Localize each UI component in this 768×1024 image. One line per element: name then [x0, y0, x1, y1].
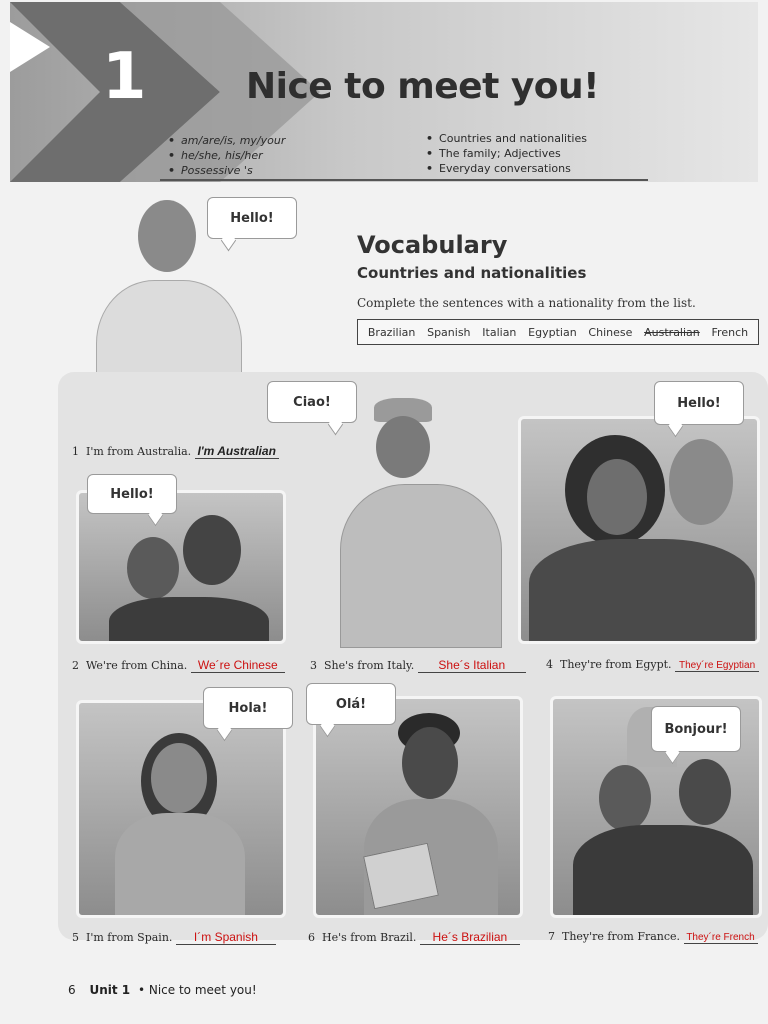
unit-title: Nice to meet you! — [246, 66, 600, 107]
item-number: 1 — [72, 445, 79, 458]
photo-brazilian-student — [313, 696, 523, 918]
page-number: 6 — [68, 983, 76, 997]
word-item: Spanish — [427, 325, 471, 339]
grammar-topics-list — [168, 133, 285, 178]
speech-bubble-4: Hello! — [654, 381, 744, 425]
person-body — [529, 539, 755, 644]
vocabulary-subheading: Countries and nationalities — [357, 264, 587, 282]
exercise-item-6 — [308, 930, 520, 945]
vocabulary-heading: Vocabulary — [357, 231, 508, 259]
vocab-topic: • The family; Adjectives — [426, 146, 587, 161]
person-head — [138, 200, 196, 272]
item-sentence: They're from France. — [562, 930, 681, 943]
word-item: Chinese — [588, 325, 633, 339]
exercise-item-2 — [72, 658, 285, 673]
page-footer — [68, 983, 257, 997]
exercise-item-5 — [72, 930, 276, 945]
photo-egyptian-friends — [518, 416, 760, 644]
exercise-item-3 — [310, 658, 526, 673]
person-body — [115, 813, 245, 918]
banner-divider — [160, 179, 648, 181]
item-number: 6 — [308, 931, 315, 944]
exercise-item-4 — [546, 658, 759, 672]
item-sentence: She's from Italy. — [324, 659, 415, 672]
photo-spanish-woman — [76, 700, 286, 918]
person-head — [402, 727, 458, 799]
footer-separator: • — [137, 983, 146, 997]
word-item-crossed-out: Australian — [644, 325, 700, 339]
grammar-topic: • he/she, his/her — [168, 148, 285, 163]
person-head — [151, 743, 207, 813]
speech-bubble-5: Hola! — [203, 687, 293, 729]
person-head — [127, 537, 179, 599]
speech-bubble-7: Bonjour! — [651, 706, 741, 752]
answer-blank[interactable]: She´s Italian — [418, 658, 526, 673]
person-body — [340, 484, 502, 648]
speech-bubble-3: Ciao! — [267, 381, 357, 423]
word-item: Egyptian — [528, 325, 577, 339]
unit-number: 1 — [102, 40, 147, 114]
person-head — [669, 439, 733, 525]
person-head — [376, 416, 430, 478]
answer-blank[interactable]: We´re Chinese — [191, 658, 285, 673]
item-number: 4 — [546, 658, 553, 671]
speech-bubble-2: Hello! — [87, 474, 177, 514]
exercise-item-7 — [548, 930, 758, 944]
item-number: 2 — [72, 659, 79, 672]
person-body — [573, 825, 753, 918]
person-head — [679, 759, 731, 825]
vocab-topic: • Countries and nationalities — [426, 131, 587, 146]
item-sentence: I'm from Australia. — [86, 445, 192, 458]
grammar-topic: • Possessive 's — [168, 163, 285, 178]
item-number: 3 — [310, 659, 317, 672]
item-sentence: I'm from Spain. — [86, 931, 173, 944]
answer-blank[interactable]: I'm Australian — [195, 444, 279, 459]
item-number: 7 — [548, 930, 555, 943]
answer-blank[interactable]: They´re Egyptian — [675, 660, 759, 672]
answer-blank[interactable]: They´re French — [684, 932, 758, 944]
photo-italian-woman — [336, 390, 506, 646]
word-list-box — [357, 319, 759, 345]
item-sentence: We're from China. — [86, 659, 188, 672]
answer-blank[interactable]: He´s Brazilian — [420, 930, 520, 945]
person-head — [183, 515, 241, 585]
person-head — [599, 765, 651, 831]
item-sentence: He's from Brazil. — [322, 931, 417, 944]
exercise-item-1 — [72, 444, 279, 459]
vocab-topic: • Everyday conversations — [426, 161, 587, 176]
word-item: French — [711, 325, 749, 339]
exercise-instruction: Complete the sentences with a nationality from the list. — [357, 296, 696, 310]
speech-bubble-1: Hello! — [207, 197, 297, 239]
footer-unit-title: Nice to meet you! — [148, 983, 257, 997]
item-sentence: They're from Egypt. — [560, 658, 672, 671]
grammar-topic: • am/are/is, my/your — [168, 133, 285, 148]
speech-bubble-6: Olá! — [306, 683, 396, 725]
footer-unit-label: Unit 1 — [89, 983, 131, 997]
word-item: Italian — [482, 325, 517, 339]
item-number: 5 — [72, 931, 79, 944]
word-item: Brazilian — [367, 325, 416, 339]
answer-blank[interactable]: I´m Spanish — [176, 930, 276, 945]
person-body — [109, 597, 269, 644]
vocab-topics-list — [426, 131, 587, 176]
person-head — [587, 459, 647, 535]
